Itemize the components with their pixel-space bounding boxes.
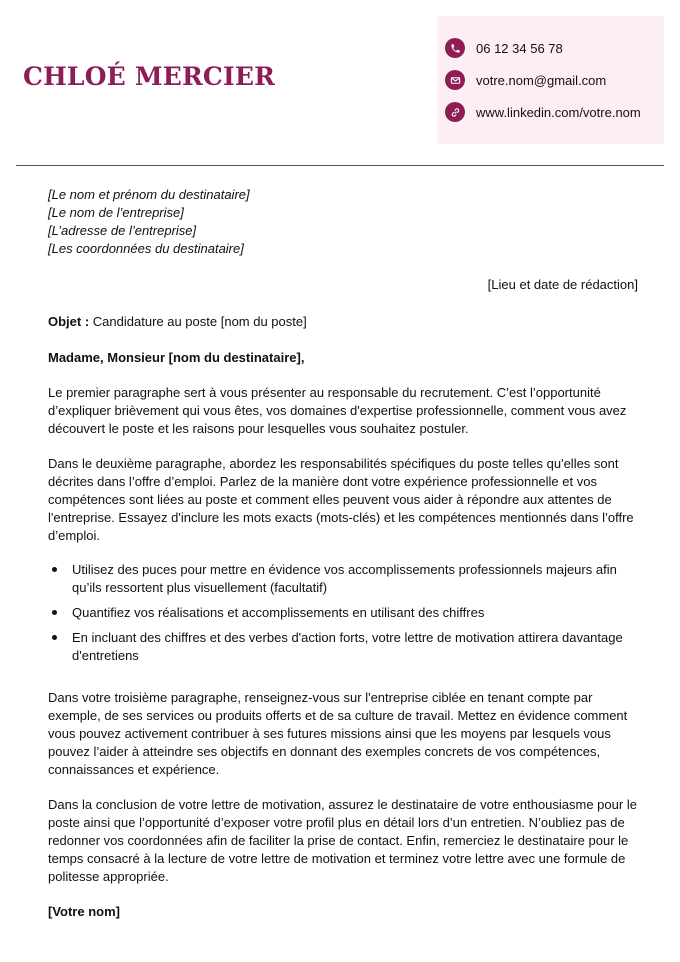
subject-label: Objet :: [48, 314, 90, 329]
bullet-icon: [52, 610, 57, 615]
applicant-name: CHLOÉ MERCIER: [23, 62, 276, 91]
contact-linkedin: [445, 102, 641, 122]
email-address[interactable]: votre.nom@gmail.com: [476, 72, 607, 88]
recipient-name: [Le nom et prénom du destinataire]: [48, 187, 250, 202]
subject-line: [48, 313, 638, 331]
contact-phone: [445, 38, 563, 58]
contact-box: [437, 16, 664, 144]
paragraph-4: Dans la conclusion de votre lettre de motivation, assurez le destinataire de votre enthousiasme pour le poste ainsi que l’opportunité d’exposer votre profil plus en détail lors d’un entretien. N’oubliez pas de redonner vos coordonnées afin de faciliter la prise de contact. Enfin, remerciez le destinataire pour le temps consacré à la lecture de votre lettre de motivation et terminez votre lettre avec une formule de politesse appropriée.: [48, 797, 637, 884]
salutation: Madame, Monsieur [nom du destinataire],: [48, 350, 305, 365]
paragraph-2: Dans le deuxième paragraphe, abordez les responsabilités spécifiques du poste telles qu'elles sont décrites dans l’offre d’emploi. Parlez de la manière dont votre expérience professionnelle et vos compétences sont liées au poste et comment elles peuvent vous aider à répondre aux attentes de l'entreprise. Essayez d'inclure les mots exacts (mots-clés) et les compétences mentionnés dans l’offre d’emploi.: [48, 456, 634, 543]
list-item: [48, 604, 638, 622]
recipient-company: [Le nom de l’entreprise]: [48, 205, 184, 220]
achievement-list: [48, 561, 638, 672]
list-item-text: Quantifiez vos réalisations et accomplissements en utilisant des chiffres: [72, 605, 485, 620]
header-divider: [16, 165, 664, 166]
paragraph-3: Dans votre troisième paragraphe, renseignez-vous sur l'entreprise ciblée en tenant compte par exemple, de ses services ou produits offerts et de sa culture de travail. Mettez en évidence comment vous pouvez activement contribuer à ses futures missions ainsi que les moyens par lesquels vous pouvez l’aider à atteindre ses objectifs en donnant des exemples concrets de vos compétences, connaissances et expérience.: [48, 690, 628, 777]
link-icon: [445, 102, 465, 122]
bullet-icon: [52, 567, 57, 572]
linkedin-url[interactable]: www.linkedin.com/votre.nom: [476, 104, 641, 120]
signature: [Votre nom]: [48, 904, 120, 919]
list-item: [48, 561, 638, 597]
paragraph-1: Le premier paragraphe sert à vous présenter au responsable du recrutement. C’est l’opportunité d’expliquer brièvement qui vous êtes, vos domaines d'expertise professionnelle, comment vous avez découvert le poste et les raisons pour lesquelles vous souhaitez postuler.: [48, 385, 627, 436]
phone-number[interactable]: 06 12 34 56 78: [476, 40, 563, 56]
list-item-text: En incluant des chiffres et des verbes d'action forts, votre lettre de motivation attirera davantage d'entretiens: [72, 630, 623, 663]
subject-text: Candidature au poste [nom du poste]: [92, 314, 307, 329]
recipient-contact: [Les coordonnées du destinataire]: [48, 241, 244, 256]
recipient-block: [48, 186, 250, 258]
recipient-address: [L’adresse de l’entreprise]: [48, 223, 197, 238]
mail-icon: [445, 70, 465, 90]
contact-email: [445, 70, 606, 90]
list-item-text: Utilisez des puces pour mettre en évidence vos accomplissements professionnels majeurs afin qu’ils ressortent plus visuellement (facultatif): [72, 562, 617, 595]
place-date: [Lieu et date de rédaction]: [487, 277, 638, 292]
phone-icon: [445, 38, 465, 58]
bullet-icon: [52, 635, 57, 640]
list-item: [48, 629, 638, 665]
